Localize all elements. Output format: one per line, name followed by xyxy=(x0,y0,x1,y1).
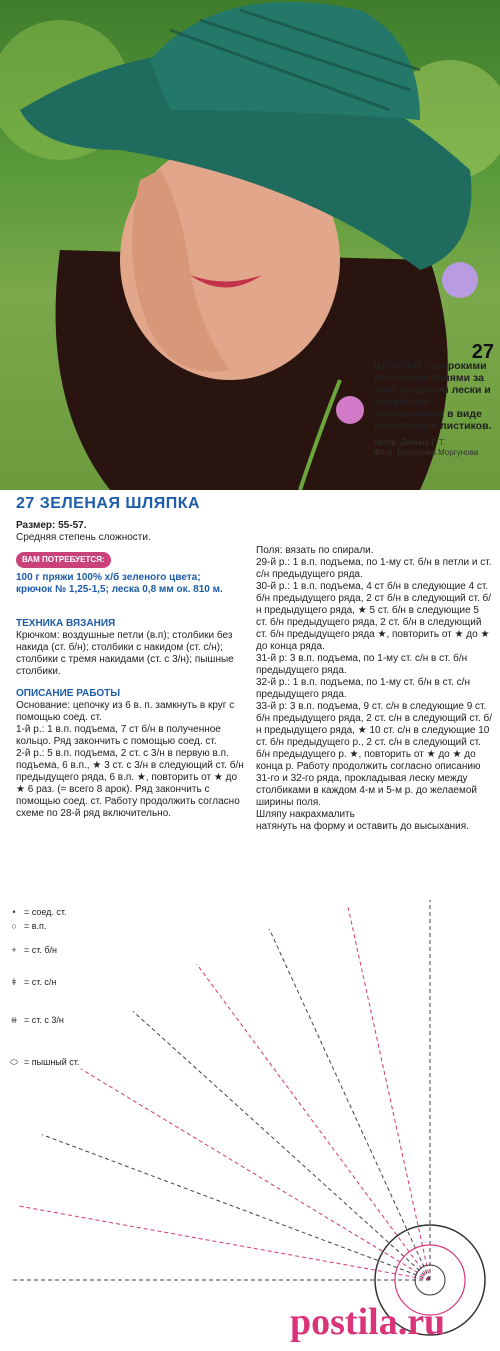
legend-ch: ○ = в.п. xyxy=(11,921,47,931)
size: Размер: 55-57. xyxy=(16,520,87,531)
photo-caption xyxy=(374,341,494,458)
legend-sl-st: • = соед. ст. xyxy=(12,907,67,917)
row29: 29-й р.: 1 в.п. подъема, по 1-му ст. б/н в петли и ст. с/н предыдущего ряда. xyxy=(256,557,492,580)
legend-tr: ⧺ = ст. с 3/н xyxy=(10,1015,64,1025)
hook-line: крючок № 1,25-1,5; леска 0,8 мм ок. 810 м. xyxy=(16,584,223,595)
row31: 31-й р: 3 в.п. подъема, по 1-му ст. с/н в ст. б/н предыдущего ряда. xyxy=(256,653,468,676)
row2: 2-й р.: 5 в.п. подъема, 2 ст. с 3/н в первую в.п. подъема, 6 в.п., ★ 3 ст. с 3/н в следующий ст. б/н предыдущего ряда, 6 в.п. ★, повторить от ★ до ★ 6 раз. (= всего 8 арок). Ряд закончить с помощью соед. ст. Работу продолжить согласно схеме по 28-й ряд включительно. xyxy=(16,748,244,819)
diagram-ray xyxy=(42,1135,430,1280)
photo-number: 27 xyxy=(471,341,494,363)
left-column xyxy=(16,520,248,820)
fields: Поля: вязать по спирали. xyxy=(256,545,374,556)
diagram-ray xyxy=(348,907,430,1280)
caption-text: с широкими плотными полями за счет продетой лески и ажурными основаниями в виде цветочков и листиков. xyxy=(374,360,492,432)
legend-puff: ⬭ = пышный ст. xyxy=(10,1057,80,1067)
yarn: 100 г пряжи 100% х/б зеленого цвета; xyxy=(16,572,201,583)
photo-credit: Фото: Екатерина Моргунова xyxy=(374,448,479,457)
base: Основание: цепочку из 6 в. п. замкнуть в круг с помощью соед. ст. xyxy=(16,700,235,723)
row1: 1-й р.: 1 в.п. подъема, 7 ст б/н в полученное кольцо. Ряд закончить с помощью соед. ст. xyxy=(16,724,221,747)
needs-badge: ВАМ ПОТРЕБУЕТСЯ: xyxy=(16,552,111,568)
row30: 30-й р.: 1 в.п. подъема, 4 ст б/н в следующие 4 ст. б/н предыдущего ряда, 2 ст б/н в следующий ст. б/н предыдущего ряда, ★ 5 ст. б/н в следующие 5 ст. б/н предыдущего ряда, 2 ст. б/н в следующий ст. б/н предыдущего ряда ★, повторить от ★ до ★ до конца ряда. xyxy=(256,581,492,652)
finish2: натянуть на форму и оставить до высыхания. xyxy=(256,821,469,832)
difficulty: Средняя степень сложности. xyxy=(16,532,151,543)
hat-photo xyxy=(0,0,500,490)
row32: 32-й р.: 1 в.п. подъема, по 1-му ст. б/н в ст. с/н предыдущего ряда. xyxy=(256,677,470,700)
right-column xyxy=(256,545,492,833)
work-title: ОПИСАНИЕ РАБОТЫ xyxy=(16,688,121,699)
row33: 33-й р: 3 в.п. подъема, 9 ст. с/н в следующие 9 ст. б/н предыдущего ряда, 2 ст. с/н в следующий ст. б/н предыдущего ряда, ★ 10 ст. с/н в следующие 10 ст. б/н предыдущего р., 2 ст. с/н в следующий ст. б/н предыдущего р. ★, повторить от ★ до ★ до конца р. Работу продолжить согласно описанию 31-го и 32-го ряда, прокладывая леску между столбиками в каждом 4-м и 5-м р. до желаемой ширины поля. xyxy=(256,701,493,808)
technique-text: Крючком: воздушные петли (в.п); столбики без накида (ст. б/н); столбики с накидом (ст. с/н); столбики с тремя накидами (ст. с 3/н); пышные столбики. xyxy=(16,630,234,677)
caption-lead: ШЛЯПКИ xyxy=(374,360,421,372)
legend-sc: + = ст. б/н xyxy=(11,945,58,955)
technique-title: ТЕХНИКА ВЯЗАНИЯ xyxy=(16,618,116,629)
article-number: 27 xyxy=(16,495,35,512)
finish1: Шляпу накрахмалить xyxy=(256,809,355,820)
crochet-diagram xyxy=(0,890,500,1351)
article-title xyxy=(16,495,200,513)
article-title-text: ЗЕЛЕНАЯ ШЛЯПКА xyxy=(39,495,201,512)
author-credit: Автор: Демина Г. Т. xyxy=(374,438,446,447)
legend-dc: ǂ = ст. с/н xyxy=(11,977,57,987)
diagram-ray xyxy=(133,1011,430,1280)
watermark: postila.ru xyxy=(290,1301,446,1343)
diagram-ray xyxy=(269,929,430,1280)
